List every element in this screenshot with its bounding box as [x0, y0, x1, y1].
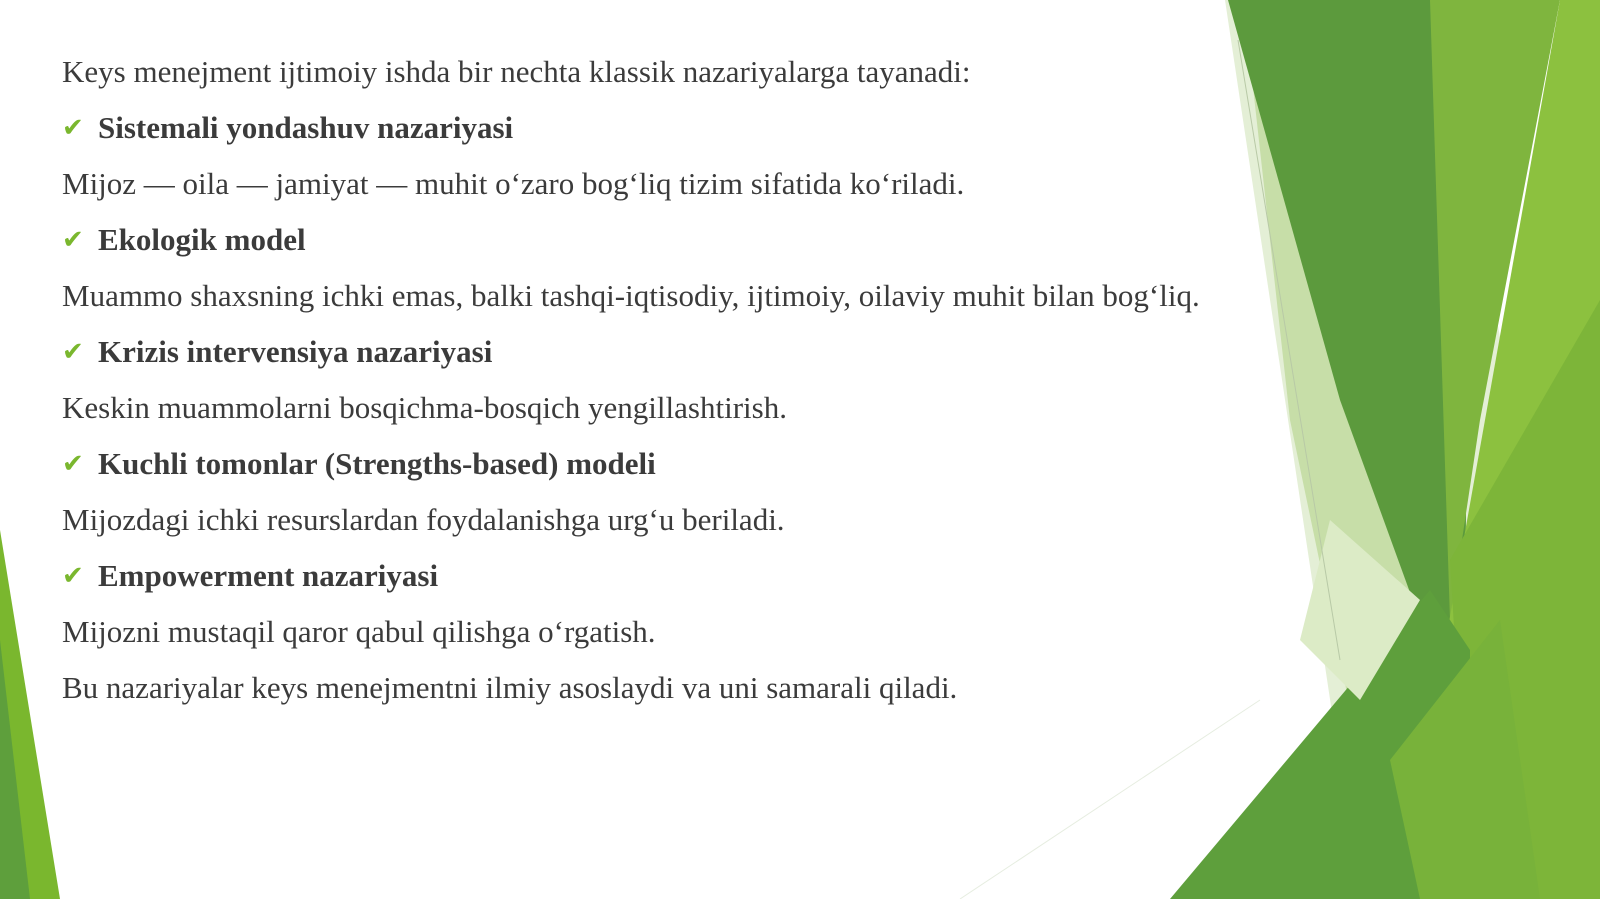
- theory-description: Muammo shaxsning ichki emas, balki tashqi-iqtisodiy, ijtimoiy, oilaviy muhit bilan bog‘liq.: [62, 278, 1200, 313]
- slide-content: [62, 52, 1202, 724]
- theory-title: Empowerment nazariyasi: [98, 558, 439, 593]
- theory-description: Mijozdagi ichki resurslardan foydalanishga urg‘u beriladi.: [62, 502, 785, 537]
- theory-heading-systems: [62, 108, 1202, 148]
- intro-text: Keys menejment ijtimoiy ishda bir nechta klassik nazariyalarga tayanadi:: [62, 54, 971, 89]
- check-icon: ✔: [62, 449, 84, 479]
- check-icon: ✔: [62, 113, 84, 143]
- check-icon: ✔: [62, 225, 84, 255]
- check-icon: ✔: [62, 337, 84, 367]
- theory-title: Krizis intervensiya nazariyasi: [98, 334, 493, 369]
- theory-heading-strengths: [62, 444, 1202, 484]
- theory-heading-ecological: [62, 220, 1202, 260]
- check-icon: ✔: [62, 561, 84, 591]
- theory-heading-empowerment: [62, 556, 1202, 596]
- theory-heading-crisis: [62, 332, 1202, 372]
- theory-description: Keskin muammolarni bosqichma-bosqich yengillashtirish.: [62, 390, 787, 425]
- theory-title: Ekologik model: [98, 222, 306, 257]
- conclusion-text: Bu nazariyalar keys menejmentni ilmiy asoslaydi va uni samarali qiladi.: [62, 670, 958, 705]
- theory-title: Kuchli tomonlar (Strengths-based) modeli: [98, 446, 656, 481]
- theory-title: Sistemali yondashuv nazariyasi: [98, 110, 514, 145]
- theory-description: Mijoz — oila — jamiyat — muhit o‘zaro bog‘liq tizim sifatida ko‘riladi.: [62, 166, 965, 201]
- theory-description: Mijozni mustaqil qaror qabul qilishga o‘rgatish.: [62, 614, 656, 649]
